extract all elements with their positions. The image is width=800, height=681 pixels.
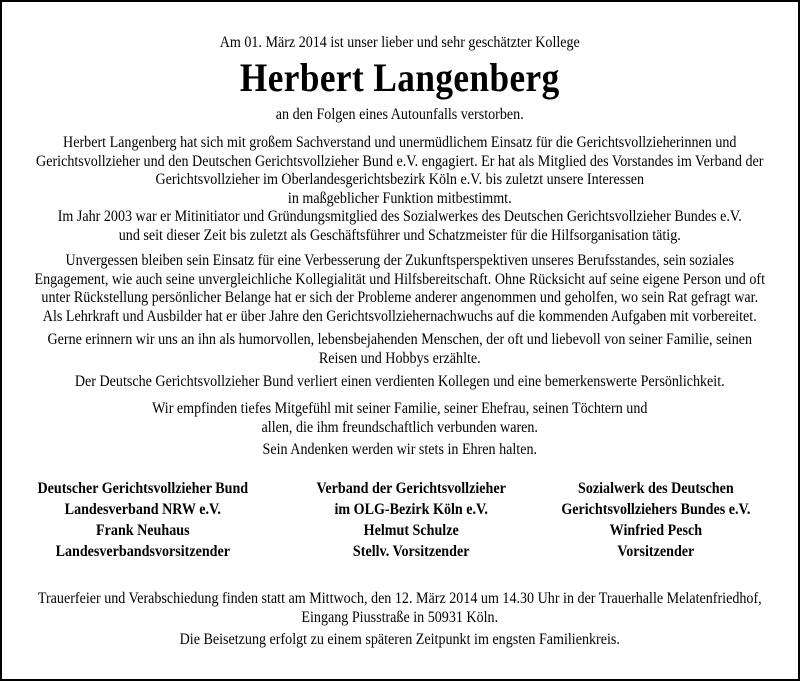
signatory-role: Stellv. Vorsitzender xyxy=(352,543,470,560)
paragraph-line: unter Rückstellung persönlicher Belange hat er sich der Probleme anderer angenommen und geholfen, wo sein Rat gefragt war. xyxy=(41,289,759,307)
burial-info xyxy=(2,631,798,650)
intro-line xyxy=(2,34,798,53)
ceremony-line: Eingang Piusstraße in 50931 Köln. xyxy=(301,609,499,626)
ceremony-info xyxy=(2,589,798,627)
signatory-organization-line: Sozialwerk des Deutschen xyxy=(578,480,734,497)
signatory-organization-line: Gerichtsvollziehers Bundes e.V. xyxy=(561,501,751,518)
burial-line: Die Beisetzung erfolgt zu einem späteren Zeitpunkt im engsten Familienkreis. xyxy=(179,631,620,648)
paragraph-line: Reisen und Hobbys erzählte. xyxy=(318,349,481,367)
paragraph-line: Unvergessen bleiben sein Einsatz für eine Verbesserung der Zukunftsperspektiven unseres Berufsstandes, sein soziales xyxy=(65,252,734,269)
signatory-organization-line: im OLG-Bezirk Köln e.V. xyxy=(334,501,488,518)
tribute-paragraph-3 xyxy=(2,331,798,368)
remembrance-line xyxy=(2,441,798,460)
signatory-role: Landesverbandsvorsitzender xyxy=(55,543,231,560)
paragraph-line: allen, die ihm freundschaftlich verbunden waren. xyxy=(261,419,538,436)
signatory-organization-line: Landesverband NRW e.V. xyxy=(64,501,221,518)
paragraph-line: in maßgeblicher Funktion mitbestimmt. xyxy=(287,189,512,207)
signatory-organization-line: Verband der Gerichtsvollzieher xyxy=(316,480,506,497)
paragraph-line: Wir empfinden tiefes Mitgefühl mit seiner Familie, seiner Ehefrau, seinen Töchtern und xyxy=(152,400,648,417)
tribute-paragraph-4 xyxy=(2,373,798,392)
signatory-block-2 xyxy=(288,478,534,562)
signatory-block-1 xyxy=(20,478,266,562)
tribute-paragraph-1 xyxy=(2,134,798,246)
deceased-name: Herbert Langenberg xyxy=(239,55,560,100)
cause-line xyxy=(2,106,798,125)
ceremony-line: Trauerfeier und Verabschiedung finden statt am Mittwoch, den 12. März 2014 um 14.30 Uhr in der Trauerhalle Melatenfriedhof, xyxy=(37,590,762,607)
signatory-organization-line: Deutscher Gerichtsvollzieher Bund xyxy=(37,480,249,497)
cause-text: an den Folgen eines Autounfalls verstorben. xyxy=(275,106,524,123)
tribute-paragraph-2 xyxy=(2,252,798,326)
notice-content xyxy=(2,2,798,679)
intro-text: Am 01. März 2014 ist unser lieber und sehr geschätzter Kollege xyxy=(219,34,580,51)
signatory-name: Winfried Pesch xyxy=(609,522,703,539)
signatory-block-3 xyxy=(533,478,779,562)
paragraph-line: und seit dieser Zeit bis zuletzt als Geschäftsführer und Schatzmeister für die Hilfsorganisation tätig. xyxy=(118,226,681,244)
signatory-role: Vorsitzender xyxy=(617,543,695,560)
paragraph-line: Herbert Langenberg hat sich mit großem Sachverstand und unermüdlichem Einsatz für die Gerichtsvollzieherinnen und xyxy=(63,134,737,151)
signatory-name: Frank Neuhaus xyxy=(96,522,190,539)
paragraph-line: Der Deutsche Gerichtsvollzieher Bund verliert einen verdienten Kollegen und eine bemerkenswerte Persönlichkeit. xyxy=(74,373,725,390)
signatory-name: Helmut Schulze xyxy=(363,522,459,539)
paragraph-line: Gerichtsvollzieher und den Deutschen Gerichtsvollzieher Bund e.V. engagiert. Er hat als Mitglied des Vorstandes im Verband der xyxy=(36,152,764,170)
condolence-paragraph xyxy=(2,399,798,437)
paragraph-line: Gerichtsvollzieher im Oberlandesgerichtsbezirk Köln e.V. bis zuletzt unsere Interessen xyxy=(155,171,644,189)
paragraph-line: Als Lehrkraft und Ausbilder hat er über Jahre den Gerichtsvollziehernachwuchs auf die kommenden Aufgaben mit vorbereitet. xyxy=(42,307,757,325)
paragraph-line: Im Jahr 2003 war er Mitinitiator und Gründungsmitglied des Sozialwerkes des Deutschen Gerichtsvollzieher Bundes e.V. xyxy=(57,208,742,226)
paragraph-line: Gerne erinnern wir uns an ihn als humorvollen, lebensbejahenden Menschen, der oft und liebevoll von seiner Familie, seinen xyxy=(47,331,753,348)
paragraph-line: Sein Andenken werden wir stets in Ehren halten. xyxy=(262,441,537,458)
paragraph-line: Engagement, wie auch seine unvergleichliche Kollegialität und Hilfsbereitschaft. Ohne Rücksicht auf seine eigene Person und oft xyxy=(34,270,766,288)
